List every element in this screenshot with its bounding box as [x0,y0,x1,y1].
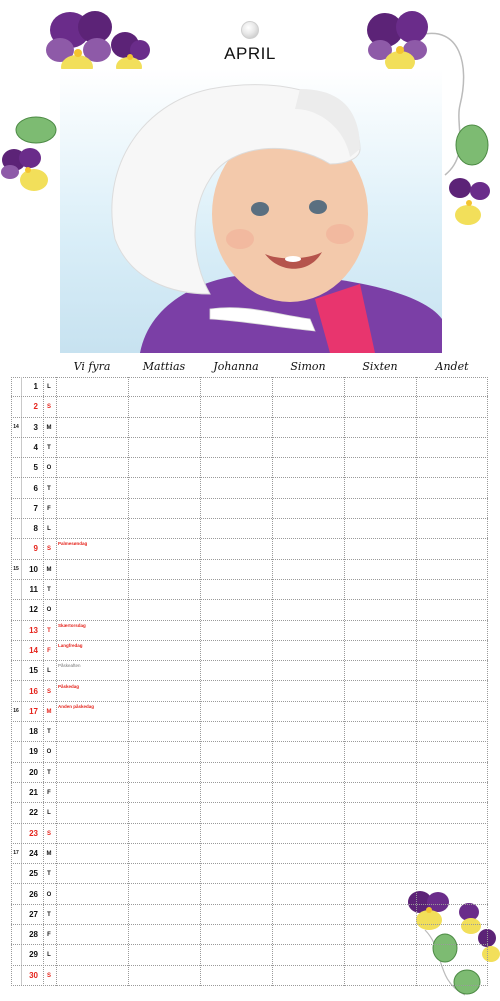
weekday-letter: L [47,526,51,533]
day-row[interactable] [11,499,488,519]
weekday-letter: T [47,627,51,634]
week-number [11,600,21,619]
day-number: 14 [29,645,38,655]
week-number [11,945,21,964]
day-number: 29 [29,950,38,960]
month-title: APRIL [224,44,276,63]
day-row[interactable] [11,438,488,458]
weekday-letter: S [46,546,51,553]
day-row[interactable] [11,519,488,539]
week-number [11,397,21,416]
week-number [11,377,21,396]
day-number: 21 [29,788,38,797]
column-header-vi-fyra: Vi fyra [73,360,111,373]
weekday-letter: M [46,566,52,573]
day-row[interactable] [11,397,488,417]
day-row[interactable] [11,641,488,661]
day-number: 11 [29,585,38,594]
pansy-left-decoration [0,110,60,200]
week-number [11,885,21,904]
weekday-letter: O [46,465,52,472]
week-number [11,864,21,883]
week-number: 16 [13,707,19,714]
weekday-letter: O [46,891,52,898]
day-row[interactable] [11,418,488,438]
weekday-letter: T [47,729,51,736]
weekday-letter: L [47,810,51,817]
day-row[interactable] [11,844,488,864]
day-number: 7 [33,503,38,513]
week-number [11,966,21,985]
day-number: 15 [29,666,38,676]
day-row[interactable] [11,945,488,965]
day-number: 22 [29,808,38,818]
weekday-letter: O [46,749,52,756]
day-number: 27 [29,909,38,919]
day-number: 3 [33,422,38,432]
day-row[interactable] [11,783,488,803]
week-number [11,458,21,477]
day-row[interactable] [11,560,488,580]
column-header-sixten: Sixten [362,360,398,373]
weekday-letter: L [47,668,51,675]
weekday-letter: F [47,647,51,654]
day-number: 25 [29,869,38,879]
day-row[interactable] [11,580,488,600]
day-number: 24 [29,848,38,858]
weekday-letter: S [46,688,51,695]
column-header-andet: Andet [435,360,469,373]
column-header-row [0,357,500,377]
day-number: 1 [33,382,38,391]
day-row[interactable] [11,621,488,641]
weekday-letter: S [46,404,51,411]
week-number: 14 [13,423,19,430]
holiday-note: Anden påskedag [58,703,95,709]
week-number [11,539,21,558]
day-row[interactable] [11,722,488,742]
day-row[interactable] [11,763,488,783]
day-number: 26 [29,889,38,899]
day-row[interactable] [11,661,488,681]
weekday-letter: T [47,911,51,918]
column-header-simon: Simon [290,360,326,373]
day-row[interactable] [11,682,488,702]
weekday-letter: M [46,708,52,715]
weekday-letter: M [46,850,52,857]
day-number: 2 [33,402,38,412]
weekday-letter: F [47,505,51,512]
week-number: 15 [13,565,19,572]
day-row[interactable] [11,864,488,884]
day-row[interactable] [11,377,488,397]
day-row[interactable] [11,702,488,722]
day-row[interactable] [11,905,488,925]
day-row[interactable] [11,885,488,905]
day-number: 20 [29,767,38,777]
day-row[interactable] [11,479,488,499]
day-row[interactable] [11,925,488,945]
holiday-note: Påskeaften [58,663,81,669]
day-number: 13 [29,625,38,635]
day-number: 9 [33,544,38,554]
day-number: 19 [29,747,38,757]
week-number [11,682,21,701]
day-number: 28 [29,930,38,940]
day-row[interactable] [11,966,488,986]
week-number [11,641,21,660]
day-number: 16 [29,686,38,696]
week-number [11,763,21,782]
weekday-letter: M [46,424,52,431]
holiday-note: Skærtorsdag [58,622,86,628]
weekday-letter: T [47,871,51,878]
day-number: 12 [29,605,38,615]
holiday-note: Langfredag [58,642,83,648]
week-number [11,722,21,741]
week-number [11,519,21,538]
weekday-letter: T [47,485,51,492]
weekday-letter: L [47,952,51,959]
day-number: 10 [29,564,38,574]
hanging-hole [241,21,259,39]
baby-photo [60,69,442,353]
week-number [11,438,21,457]
day-row[interactable] [11,803,488,823]
day-number: 8 [33,524,38,534]
calendar-grid [11,377,488,986]
week-number [11,742,21,761]
day-number: 4 [33,442,38,452]
day-row[interactable] [11,600,488,620]
day-number: 5 [33,463,38,473]
week-number [11,824,21,843]
weekday-letter: O [46,607,52,614]
day-row[interactable] [11,458,488,478]
column-header-mattias: Mattias [142,360,186,373]
day-number: 6 [33,483,38,493]
holiday-note: Påskedag [58,683,80,689]
day-number: 17 [29,706,38,716]
week-number [11,783,21,802]
holiday-note: Palmesøndag [58,541,88,547]
day-number: 30 [29,970,38,980]
weekday-letter: L [47,384,51,390]
week-number [11,661,21,680]
weekday-letter: F [47,790,51,796]
day-number: 18 [29,727,38,737]
week-number [11,580,21,599]
weekday-letter: S [46,972,51,979]
day-row[interactable] [11,539,488,559]
week-number [11,905,21,924]
day-row[interactable] [11,742,488,762]
week-number [11,803,21,822]
day-number: 23 [29,828,38,838]
week-number: 17 [13,849,19,856]
week-number [11,925,21,944]
weekday-letter: T [47,769,51,776]
column-header-johanna: Johanna [213,360,259,373]
weekday-letter: T [47,587,51,593]
week-number [11,479,21,498]
weekday-letter: S [46,830,51,837]
weekday-letter: T [47,444,51,451]
week-number [11,499,21,518]
day-row[interactable] [11,824,488,844]
weekday-letter: F [47,932,51,939]
week-number [11,621,21,640]
